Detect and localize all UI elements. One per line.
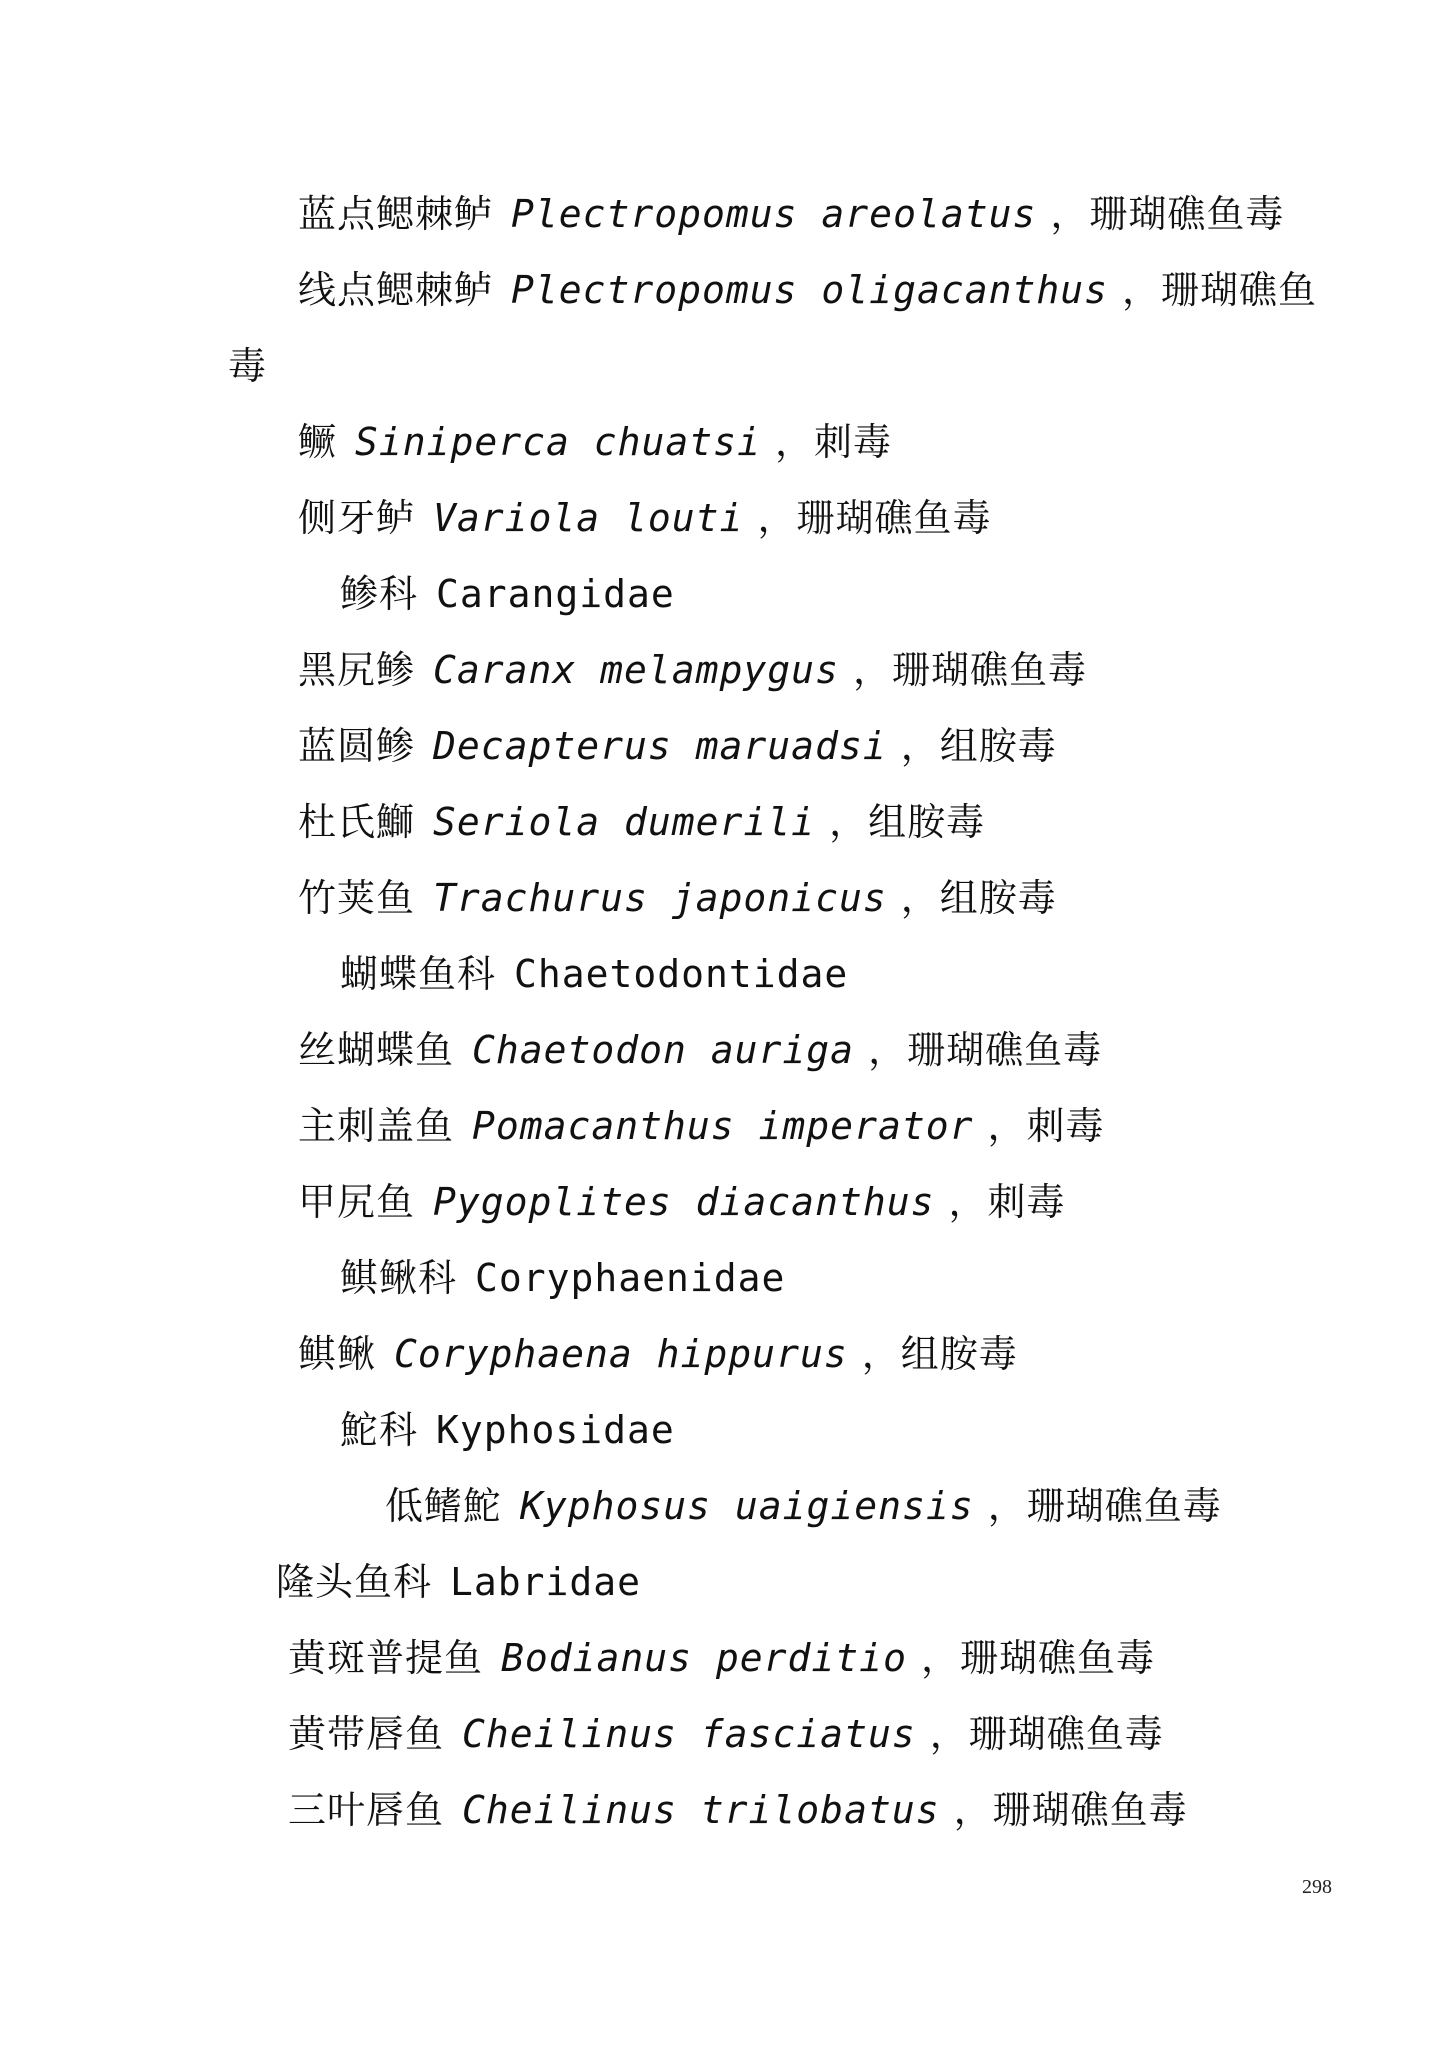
family-chinese-name: 鮀科 [340,1408,419,1452]
toxin-type: ，组胺毒 [829,800,986,844]
toxin-type: ，珊瑚礁鱼毒 [920,1636,1155,1680]
family-latin-name: Labridae [450,1560,642,1604]
family-heading [340,1254,785,1302]
species-line [298,874,1057,922]
chinese-name: 蓝圆鲹 [298,724,416,768]
chinese-name: 甲尻鱼 [298,1180,416,1224]
scientific-name: Bodianus perditio [501,1636,907,1680]
scientific-name: Trachurus japonicus [433,876,887,920]
continued-text: 毒 [228,344,268,388]
toxin-type: ，组胺毒 [900,724,1057,768]
scientific-name: Pygoplites diacanthus [433,1180,935,1224]
species-line [298,722,1057,770]
toxin-type: ，珊瑚礁鱼毒 [868,1028,1103,1072]
scientific-name: Plectropomus oligacanthus [511,268,1108,312]
chinese-name: 鳜 [298,420,338,464]
chinese-name: 黄斑普提鱼 [288,1636,484,1680]
species-line [298,1102,1104,1150]
chinese-name: 黑尻鲹 [298,648,416,692]
scientific-name: Chaetodon auriga [472,1028,855,1072]
scientific-name: Coryphaena hippurus [394,1332,848,1376]
scientific-name: Cheilinus fasciatus [462,1712,916,1756]
species-line [298,190,1284,238]
toxin-type: ，珊瑚礁鱼 [1121,268,1317,312]
scientific-name: Kyphosus uaigiensis [520,1484,974,1528]
species-line [288,1786,1188,1834]
scientific-name: Seriola dumerili [433,800,816,844]
toxin-type: ，组胺毒 [861,1332,1018,1376]
family-chinese-name: 蝴蝶鱼科 [340,952,497,996]
scientific-name: Decapterus maruadsi [433,724,887,768]
species-line [298,494,991,542]
family-latin-name: Carangidae [436,572,675,616]
family-latin-name: Kyphosidae [436,1408,675,1452]
continued-line [228,342,267,390]
species-line [288,1710,1164,1758]
chinese-name: 三叶唇鱼 [288,1788,445,1832]
family-chinese-name: 鲯鳅科 [340,1256,458,1300]
chinese-name: 侧牙鲈 [298,496,416,540]
chinese-name: 杜氏鰤 [298,800,416,844]
family-chinese-name: 鲹科 [340,572,419,616]
scientific-name: Siniperca chuatsi [355,420,761,464]
toxin-type: ，珊瑚礁鱼毒 [929,1712,1164,1756]
chinese-name: 主刺盖鱼 [298,1104,455,1148]
family-latin-name: Chaetodontidae [514,952,849,996]
toxin-type: ，珊瑚礁鱼毒 [987,1484,1222,1528]
species-line [298,418,892,466]
family-heading [340,950,848,998]
toxin-type: ，组胺毒 [900,876,1057,920]
species-line [298,798,985,846]
family-latin-name: Coryphaenidae [475,1256,786,1300]
chinese-name: 低鳍鮀 [385,1484,503,1528]
species-line [298,1178,1065,1226]
toxin-type: ，刺毒 [774,420,892,464]
toxin-type: ，刺毒 [987,1104,1105,1148]
page-number: 298 [1302,1876,1332,1898]
chinese-name: 黄带唇鱼 [288,1712,445,1756]
species-line [385,1482,1222,1530]
toxin-type: ，刺毒 [948,1180,1066,1224]
family-chinese-name: 隆头鱼科 [276,1560,433,1604]
species-line [298,1026,1102,1074]
chinese-name: 蓝点鳃棘鲈 [298,192,494,236]
family-heading [276,1558,641,1606]
family-heading [340,1406,675,1454]
toxin-type: ，珊瑚礁鱼毒 [757,496,992,540]
scientific-name: Caranx melampygus [433,648,839,692]
scientific-name: Pomacanthus imperator [472,1104,974,1148]
species-line [288,1634,1155,1682]
toxin-type: ，珊瑚礁鱼毒 [1050,192,1285,236]
toxin-type: ，珊瑚礁鱼毒 [953,1788,1188,1832]
scientific-name: Cheilinus trilobatus [462,1788,940,1832]
toxin-type: ，珊瑚礁鱼毒 [852,648,1087,692]
scientific-name: Variola louti [433,496,744,540]
chinese-name: 竹荚鱼 [298,876,416,920]
scientific-name: Plectropomus areolatus [511,192,1037,236]
chinese-name: 线点鳃棘鲈 [298,268,494,312]
chinese-name: 鲯鳅 [298,1332,377,1376]
species-line [298,1330,1018,1378]
chinese-name: 丝蝴蝶鱼 [298,1028,455,1072]
species-line [298,646,1087,694]
family-heading [340,570,675,618]
species-line [298,266,1317,314]
